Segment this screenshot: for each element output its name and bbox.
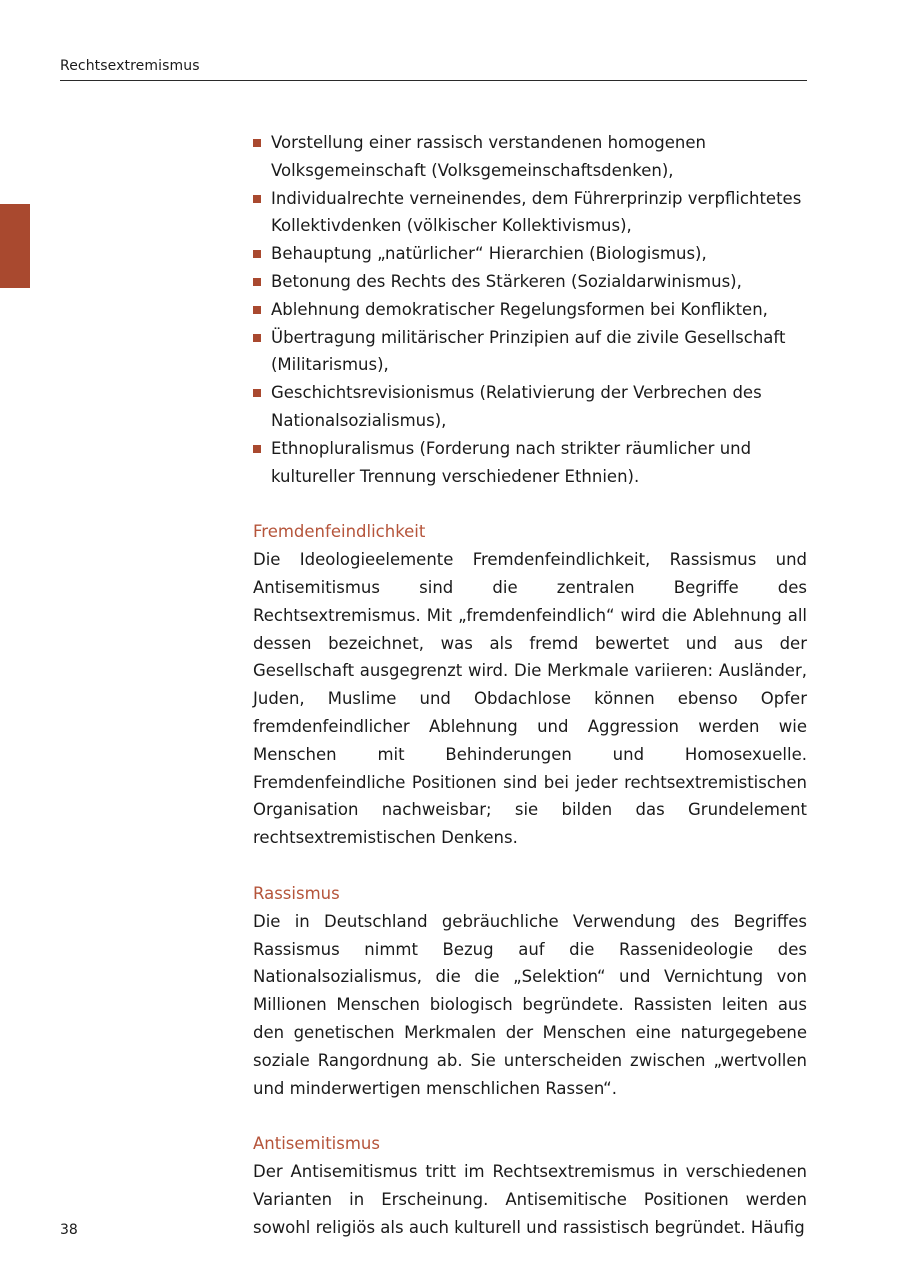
section-rassismus bbox=[253, 880, 807, 1102]
list-item-text: Vorstellung einer rassisch verstandenen homogenen Volksgemeinschaft (Volksgemeinschaftsdenken), bbox=[271, 133, 707, 180]
square-bullet-icon bbox=[253, 445, 261, 453]
list-item bbox=[253, 296, 807, 324]
section-heading: Fremdenfeindlichkeit bbox=[253, 522, 426, 542]
square-bullet-icon bbox=[253, 334, 261, 342]
page-content bbox=[253, 129, 807, 1241]
square-bullet-icon bbox=[253, 195, 261, 203]
section-heading: Rassismus bbox=[253, 883, 340, 903]
list-item-text: Individualrechte verneinendes, dem Führerprinzip verpflichtetes Kollektivdenken (völkischer Kollektivismus), bbox=[271, 188, 802, 236]
chapter-tab-marker bbox=[0, 204, 30, 288]
square-bullet-icon bbox=[253, 389, 261, 397]
square-bullet-icon bbox=[253, 139, 261, 147]
section-paragraph: Die Ideologieelemente Fremdenfeindlichkeit, Rassismus und Antisemitismus sind die zentralen Begriffe des Rechtsextremismus. Mit „fremdenfeindlich“ wird die Ablehnung all dessen bezeichnet, was als fremd bewertet und aus der Gesellschaft ausgegrenzt wird. Die Merkmale variieren: Ausländer, Juden, Muslime und Obdachlose können ebenso Opfer fremdenfeindlicher Ablehnung und Aggression werden wie Menschen mit Behinderungen und Homosexuelle. Fremdenfeindliche Positionen sind bei jeder rechtsextremistischen Organisation nachweisbar; sie bilden das Grundelement rechtsextremistischen Denkens. bbox=[253, 550, 807, 848]
list-item bbox=[253, 268, 807, 296]
list-item bbox=[253, 435, 807, 491]
section-paragraph: Die in Deutschland gebräuchliche Verwendung des Begriffes Rassismus nimmt Bezug auf die Rassenideologie des Nationalsozialismus, die die „Selektion“ und Vernichtung von Millionen Menschen biologisch begründete. Rassisten leiten aus den genetischen Merkmalen der Menschen eine naturgegebene soziale Rangordnung ab. Sie unterscheiden zwischen „wertvollen und minderwertigen menschlichen Rassen“. bbox=[253, 911, 807, 1098]
list-item-text: Betonung des Rechts des Stärkeren (Sozialdarwinismus), bbox=[271, 271, 742, 291]
list-item-text: Behauptung „natürlicher“ Hierarchien (Biologismus), bbox=[271, 244, 707, 264]
list-item-text: Ethnopluralismus (Forderung nach strikter räumlicher und kultureller Trennung verschiedener Ethnien). bbox=[271, 438, 752, 486]
list-item-text: Übertragung militärischer Prinzipien auf die zivile Gesellschaft (Militarismus), bbox=[271, 327, 786, 375]
square-bullet-icon bbox=[253, 250, 261, 258]
section-paragraph: Der Antisemitismus tritt im Rechtsextremismus in verschiedenen Varianten in Erscheinung. Antisemitische Positionen werden sowohl religiös als auch kulturell und rassistisch begründet. Häufig bbox=[253, 1162, 807, 1237]
running-header: Rechtsextremismus bbox=[60, 58, 200, 74]
section-fremdenfeindlichkeit bbox=[253, 518, 807, 852]
header-rule bbox=[60, 80, 807, 81]
section-heading: Antisemitismus bbox=[253, 1134, 380, 1154]
list-item bbox=[253, 379, 807, 435]
list-item bbox=[253, 324, 807, 380]
list-item-text: Geschichtsrevisionismus (Relativierung der Verbrechen des Nationalsozialismus), bbox=[271, 383, 762, 430]
page-number: 38 bbox=[60, 1222, 78, 1238]
list-item bbox=[253, 185, 807, 241]
list-item bbox=[253, 129, 807, 185]
square-bullet-icon bbox=[253, 278, 261, 286]
section-antisemitismus bbox=[253, 1130, 807, 1241]
ideology-bullet-list bbox=[253, 129, 807, 490]
list-item-text: Ablehnung demokratischer Regelungsformen bei Konflikten, bbox=[271, 299, 768, 319]
square-bullet-icon bbox=[253, 306, 261, 314]
list-item bbox=[253, 240, 807, 268]
